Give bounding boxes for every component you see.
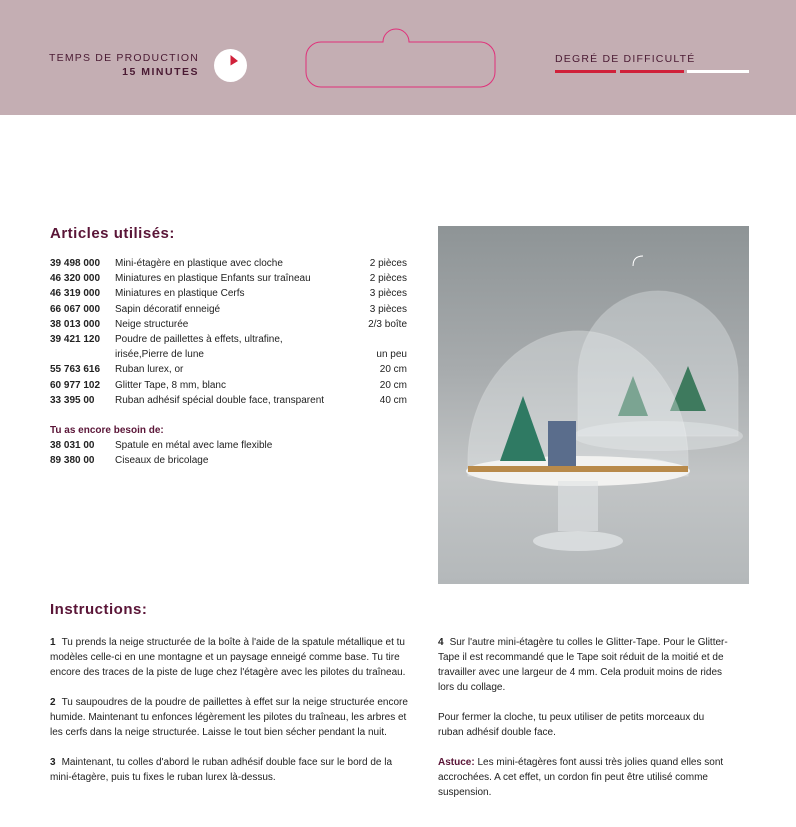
article-row: 46 319 000 Miniatures en plastique Cerfs 3 pièces (50, 288, 407, 300)
step-1: 1 Tu prends la neige structurée de la boîte à l'aide de la spatule métallique et tu modèles celle-ci en une montagne et un paysage enneigé comme base. Tu tire encore des traces de la piste de luge chez l'étagère avec les pilotes du traîneau. (50, 637, 406, 678)
article-row: 46 320 000 Miniatures en plastique Enfants sur traîneau 2 pièces (50, 273, 407, 285)
step-2: 2 Tu saupoudres de la poudre de paillettes à effet sur la neige structurée encore humide. Maintenant tu enfonces légèrement les pilotes du traîneau, les arbres et les cerfs dans la neige structurée. Laisse le tout bien sécher pendant la nuit. (50, 697, 408, 738)
article-row: 39 498 000 Mini-étagère en plastique avec cloche 2 pièces (50, 258, 407, 269)
article-row: irisée,Pierre de lune un peu (115, 349, 407, 361)
instructions-left (50, 635, 410, 800)
instructions-right (438, 635, 728, 815)
articles-list (50, 256, 407, 468)
article-row: 33 395 00 Ruban adhésif spécial double face, transparent 40 cm (50, 394, 407, 406)
difficulty-bar-3 (687, 70, 749, 73)
step-3: 3 Maintenant, tu colles d'abord le ruban adhésif double face sur le bord de la mini-étagère, puis tu fixes le ruban lurex là-dessus. (50, 757, 393, 783)
closing-note: Pour fermer la cloche, tu peux utiliser de petits morceaux du ruban adhésif double face. (438, 712, 705, 738)
article-row: 38 013 000 Neige structurée 2/3 boîte (50, 318, 407, 330)
production-label: TEMPS DE PRODUCTION (49, 52, 199, 64)
article-row: 66 067 000 Sapin décoratif enneigé 3 pièces (50, 303, 407, 315)
extra-row: 38 031 00 Spatule en métal avec lame flexible (50, 440, 273, 452)
article-row: 60 977 102 Glitter Tape, 8 mm, blanc 20 cm (50, 379, 407, 391)
articles-title: Articles utilisés: (50, 225, 175, 242)
difficulty-label: DEGRÉ DE DIFFICULTÉ (555, 53, 696, 65)
article-row: 55 763 616 Ruban lurex, or 20 cm (50, 364, 407, 376)
title-tag-frame (305, 27, 497, 89)
step-4: 4 Sur l'autre mini-étagère tu colles le Glitter-Tape. Pour le Glitter-Tape il est recommandé que le Tape soit réduit de la moitié et de travailler avec une largeur de 4 mm. Cela produit moins de rides lors du collage. (438, 637, 728, 693)
production-time: 15 MINUTES (122, 66, 199, 78)
clock-icon (214, 49, 247, 82)
article-row: 39 421 120 Poudre de paillettes à effets, ultrafine, (50, 334, 283, 346)
tip: Astuce: Les mini-étagères font aussi très jolies quand elles sont accrochées. A cet effet, un cordon fin peut être utilisé comme suspension. (438, 757, 724, 798)
difficulty-bar-1 (555, 70, 616, 73)
extra-row: 89 380 00 Ciseaux de bricolage (50, 455, 209, 467)
product-photo (438, 226, 749, 584)
difficulty-bar-2 (620, 70, 684, 73)
extra-title: Tu as encore besoin de: (50, 425, 164, 437)
instructions-title: Instructions: (50, 601, 148, 618)
